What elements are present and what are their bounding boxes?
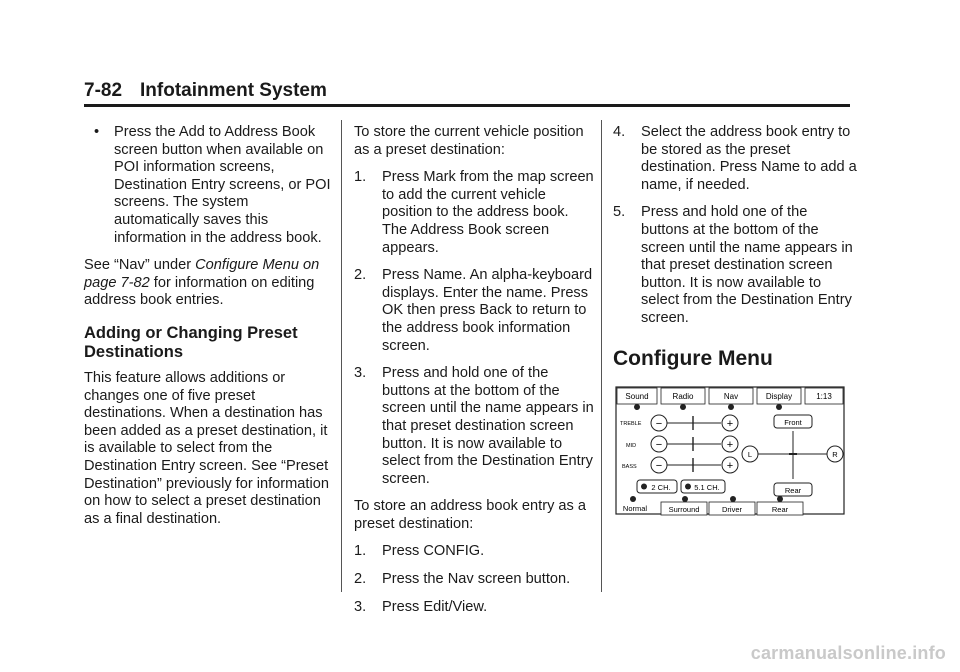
treble-minus-button[interactable]: − — [655, 418, 663, 431]
intro-vehicle-position: To store the current vehicle position as a preset destination: — [354, 124, 584, 158]
tab-surround[interactable]: Surround — [668, 505, 700, 515]
list-item — [354, 599, 594, 617]
mid-minus-button[interactable]: − — [655, 439, 663, 452]
front-button[interactable]: Front — [784, 418, 802, 428]
right-button[interactable]: R — [832, 450, 838, 460]
mid-plus-button[interactable]: + — [726, 439, 734, 452]
list-item — [354, 365, 594, 488]
bullet-text: Press the Add to Address Book screen button when available on POI information screens, Destination Entry screens, or POI screens. The system automatically saves this information in the address book. — [114, 124, 331, 246]
column-divider-1 — [341, 120, 342, 592]
step-text: Press CONFIG. — [382, 543, 485, 560]
eq-label-mid: MID — [626, 443, 637, 450]
screen-illustration — [613, 383, 853, 518]
preset-paragraph: This feature allows additions or changes one of five preset destinations. When a destination has been added as a preset destination, it is available to select from the Destination Entry screen. See “Preset Destination” previously for information on how to select a preset destination as a final destination. — [84, 369, 329, 527]
configure-menu-screen — [613, 383, 853, 518]
step-number: 3. — [354, 598, 367, 615]
step-number: 3. — [354, 365, 367, 382]
step-text: Press Mark from the map screen to add the current vehicle position to the address book. The Address Book screen appears. — [382, 169, 594, 256]
see-reference — [84, 257, 332, 310]
tab-radio[interactable]: Radio — [672, 392, 694, 402]
two-channel-button[interactable]: 2 CH. — [651, 483, 671, 493]
page-header — [84, 80, 327, 102]
step-number: 1. — [354, 169, 367, 186]
step-number: 4. — [613, 124, 626, 140]
intro-address-book: To store an address book entry as a preset destination: — [354, 498, 587, 532]
step-text: Press and hold one of the buttons at the bottom of the screen until the name appears in that preset destination screen button. It is now available to select from the Destination Entry screen. — [641, 204, 853, 326]
step-number: 1. — [354, 543, 367, 560]
step-text: Press Edit/View. — [382, 598, 488, 615]
clock-display: 1:13 — [816, 392, 832, 402]
column-2 — [354, 124, 594, 626]
list-item — [354, 169, 594, 257]
configure-menu-heading: Configure Menu — [613, 346, 773, 370]
tab-display[interactable]: Display — [765, 392, 793, 402]
column-divider-2 — [601, 120, 602, 592]
page-number: 7-82 — [84, 80, 123, 101]
eq-label-bass: BASS — [622, 464, 637, 471]
step-text: Select the address book entry to be stored as the preset destination. Press Name to add a name, if needed. — [641, 124, 857, 193]
channel-mode-buttons — [637, 480, 725, 493]
list-item — [354, 543, 594, 561]
section-title: Infotainment System — [140, 80, 327, 101]
header-rule — [84, 104, 850, 107]
bullet-item — [84, 124, 332, 247]
step-number: 2. — [354, 571, 367, 588]
column-1 — [84, 124, 332, 538]
bullet-icon: • — [94, 124, 100, 140]
treble-plus-button[interactable]: + — [726, 418, 734, 431]
rear-button[interactable]: Rear — [784, 486, 802, 496]
bass-minus-button[interactable]: − — [655, 460, 663, 473]
step-number: 5. — [613, 204, 626, 221]
eq-label-treble: TREBLE — [620, 421, 642, 428]
column-3 — [613, 124, 858, 518]
step-text: Press and hold one of the buttons at the bottom of the screen until the name appears in that preset destination screen button. It is now available to select from the Destination Entry screen. — [382, 365, 594, 487]
watermark: carmanualsonline.info — [750, 643, 946, 663]
configure-menu-link[interactable]: Configure Menu on page 7-82 — [84, 257, 320, 291]
tab-sound[interactable]: Sound — [625, 392, 649, 402]
step-number: 2. — [354, 267, 367, 284]
list-item — [354, 571, 594, 589]
left-button[interactable]: L — [747, 450, 753, 460]
bass-plus-button[interactable]: + — [726, 460, 734, 473]
list-item — [613, 124, 858, 194]
five-one-channel-button[interactable]: 5.1 CH. — [694, 483, 720, 493]
see-suffix: for information on editing address book entries. — [84, 274, 315, 309]
step-text: Press the Nav screen button. — [382, 571, 571, 588]
tab-rear[interactable]: Rear — [771, 505, 789, 515]
list-item — [613, 204, 858, 327]
tab-nav[interactable]: Nav — [723, 392, 739, 402]
step-text: Press Name. An alpha-keyboard displays. Enter the name. Press OK then press Back to return to the address book information screen. — [382, 267, 593, 354]
tab-driver[interactable]: Driver — [722, 505, 742, 515]
preset-heading: Adding or Changing Preset Destinations — [84, 323, 298, 361]
see-prefix: See “Nav” under — [84, 257, 196, 274]
list-item — [354, 267, 594, 355]
tab-normal[interactable]: Normal — [622, 504, 648, 514]
